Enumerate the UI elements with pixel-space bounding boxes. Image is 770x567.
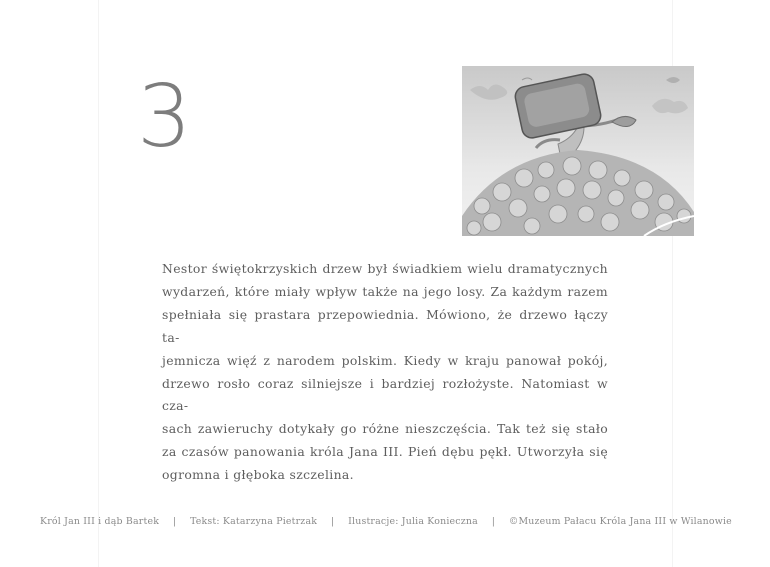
footer-separator: | (491, 516, 496, 527)
story-line: sach zawieruchy dotykały go różne nieszczęścia. Tak też się stało (162, 421, 608, 437)
page-guide-left (98, 0, 99, 567)
story-line: drzewo rosło coraz silniejsze i bardziej rozłożyste. Natomiast w cza- (162, 375, 608, 414)
footer-credits (40, 516, 732, 527)
story-line: jemnicza więź z narodem polskim. Kiedy w kraju panował pokój, (162, 352, 608, 368)
oak-tree-illustration (462, 66, 694, 236)
story-paragraph (162, 258, 608, 487)
text-credit: Tekst: Katarzyna Pietrzak (190, 516, 318, 527)
illustration-credit: Ilustracje: Julia Konieczna (348, 516, 478, 527)
story-line: Nestor świętokrzyskich drzew był świadkiem wielu dramatycznych (162, 261, 608, 276)
footer-separator: | (330, 516, 335, 527)
book-title: Król Jan III i dąb Bartek (40, 516, 160, 527)
copyright: ©Muzeum Pałacu Króla Jana III w Wilanowie (508, 516, 732, 527)
story-line: wydarzeń, które miały wpływ także na jego losy. Za każdym razem (162, 283, 608, 299)
footer-separator: | (172, 516, 177, 527)
page-number: 3 (137, 67, 192, 167)
story-line: ogromna i głęboka szczelina. (162, 467, 354, 483)
story-line: za czasów panowania króla Jana III. Pień dębu pękł. Utworzyła się (162, 444, 608, 460)
story-line: spełniała się prastara przepowiednia. Mówiono, że drzewo łączy ta- (162, 306, 608, 345)
